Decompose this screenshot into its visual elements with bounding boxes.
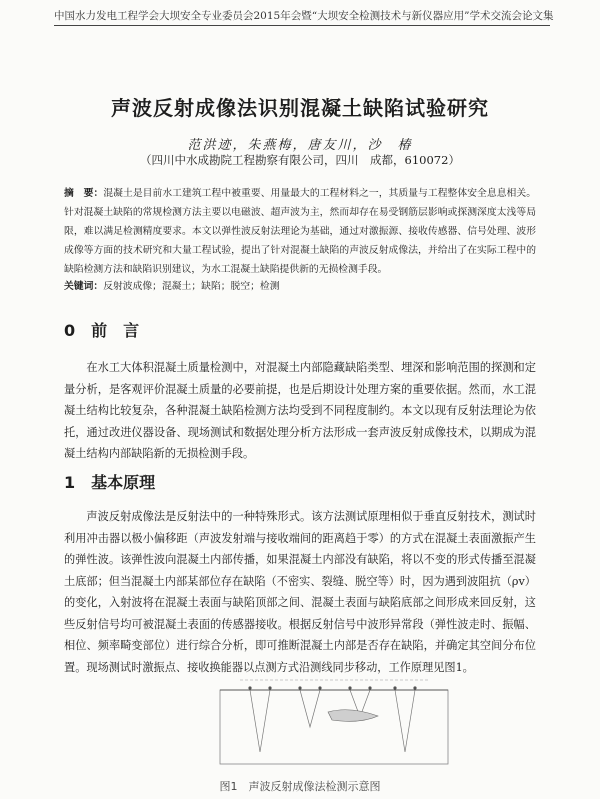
keywords-label: 关键词： (64, 281, 104, 292)
principle-figure (210, 672, 460, 772)
author-list: 范洪迹，朱燕梅，唐友川，沙 椿 (187, 138, 413, 153)
wave-paths (250, 690, 415, 752)
sensor-markers (248, 686, 416, 689)
header-rule (54, 25, 550, 26)
section-heading-principle: 1 基本原理 (64, 473, 156, 492)
concrete-block-outline (220, 690, 448, 764)
abstract (64, 184, 536, 279)
keywords (64, 278, 536, 292)
paragraph-principle: 声波反射成像法是反射法中的一种特殊形式。该方法测试原理相似于垂直反射技术，测试时利用冲击器以极小偏移距（声波发射端与接收端间的距离趋于零）的方式在混凝土表面激振产生的弹性波。该弹性波向混凝土内部传播，如果混凝土内部没有缺陷，将以不变的形式传播至混凝土底部；但当混凝土内部某部位存在缺陷（不密实、裂缝、脱空等）时，因为遇到波阻抗（ρv）的变化，入射波将在混凝土表面与缺陷顶部之间、混凝土表面与缺陷底部之间形成来回反射，这些反射信号均可被混凝土表面的传感器接收。根据反射信号中波形异常段（弹性波走时、振幅、相位、频率畸变部位）进行综合分析，即可推断混凝土内部是否存在缺陷，并确定其空间分布位置。现场测试时激振点、接收换能器以点测方式沿测线同步移动，工作原理见图1。 (64, 510, 536, 674)
section-heading-intro: 0 前 言 (64, 321, 140, 340)
running-header: 中国水力发电工程学会大坝安全专业委员会2015年会暨“大坝安全检测技术与新仪器应用”学术交流会论文集 (54, 10, 554, 22)
figure-caption: 图1 声波反射成像法检测示意图 (219, 780, 381, 793)
abstract-label: 摘 要： (64, 188, 104, 199)
abstract-text: 混凝土是目前水工建筑工程中被重要、用量最大的工程材料之一，其质量与工程整体安全息息相关。针对混凝土缺陷的常规检测方法主要以电磁波、超声波为主，然而却存在易受钢筋层影响或探测深度太浅等局限，难以满足检测精度要求。本文以弹性波反射法理论为基础，通过对激振源、接收传感器、信号处理、波形成像等方面的技术研究和大量工程试验，提出了针对混凝土缺陷的声波反射成像法，并给出了在实际工程中的缺陷检测方法和缺陷识别建议，为水工混凝土缺陷提供新的无损检测手段。 (64, 188, 537, 275)
keywords-text: 反射波成像；混凝土；缺陷；脱空；检测 (103, 281, 280, 292)
paragraph-intro: 在水工大体积混凝土质量检测中，对混凝土内部隐藏缺陷类型、埋深和影响范围的探测和定量分析，是客观评价混凝土质量的必要前提，也是后期设计处理方案的重要依据。然而，水工混凝土结构比较复杂，各种混凝土缺陷检测方法均受到不同程度制约。本文以现有反射法理论为依托，通过改进仪器设备、现场测试和数据处理分析方法形成一套声波反射成像技术，以期成为混凝土结构内部缺陷新的无损检测手段。 (64, 361, 536, 460)
paper-title: 声波反射成像法识别混凝土缺陷试验研究 (111, 96, 489, 120)
defect-shape (328, 710, 378, 722)
affiliation: （四川中水成勘院工程勘察有限公司，四川 成都，610072） (140, 153, 460, 167)
